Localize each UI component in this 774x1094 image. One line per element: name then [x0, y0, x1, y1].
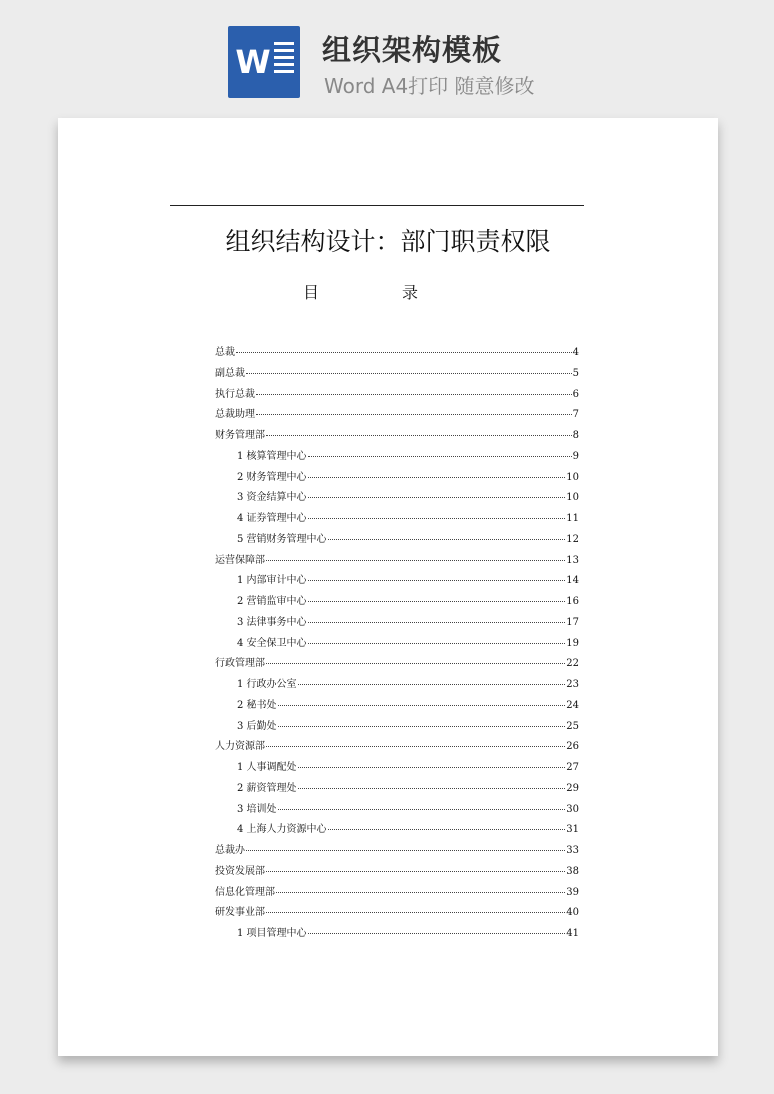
toc-entry-page: 39	[566, 886, 579, 898]
word-icon-letter: W	[235, 43, 271, 81]
toc-entry[interactable]	[215, 737, 579, 758]
toc-leader-dots	[308, 642, 566, 644]
toc-leader-dots	[328, 828, 566, 830]
toc-entry-label: 4 上海人力资源中心	[237, 824, 327, 836]
toc-leader-dots	[256, 393, 572, 395]
toc-leader-dots	[236, 351, 572, 353]
toc-leader-dots	[308, 932, 566, 934]
toc-entry-label: 3 后勤处	[237, 720, 277, 732]
toc-entry[interactable]	[215, 903, 579, 924]
toc-entry-label: 研发事业部	[215, 907, 265, 919]
toc-entry-label: 3 资金结算中心	[237, 492, 307, 504]
toc-entry-label: 行政管理部	[215, 658, 265, 670]
toc-entry-label: 1 内部审计中心	[237, 575, 307, 587]
banner-title: 组织架构模板	[322, 33, 503, 67]
word-icon	[228, 26, 300, 98]
toc-entry-label: 副总裁	[215, 367, 245, 379]
toc-entry[interactable]	[215, 343, 579, 364]
toc-entry[interactable]	[215, 530, 579, 551]
toc-entry-label: 3 培训处	[237, 803, 277, 815]
toc-leader-dots	[308, 600, 566, 602]
toc-entry[interactable]	[215, 551, 579, 572]
toc-entry[interactable]	[215, 364, 579, 385]
toc-leader-dots	[298, 766, 566, 768]
toc-entry[interactable]	[215, 696, 579, 717]
toc-entry-page: 40	[566, 907, 579, 919]
toc-entry[interactable]	[215, 758, 579, 779]
toc-entry-page: 4	[572, 347, 579, 358]
header-rule	[170, 205, 584, 206]
toc-leader-dots	[278, 808, 566, 810]
toc-entry-label: 2 营销监审中心	[237, 596, 307, 607]
toc-entry[interactable]	[215, 800, 579, 821]
toc-entry-page: 25	[566, 720, 579, 732]
toc-entry[interactable]	[215, 675, 579, 696]
toc-entry-page: 38	[566, 865, 579, 877]
toc-entry-page: 23	[566, 679, 579, 690]
toc-leader-dots	[276, 891, 565, 893]
toc-leader-dots	[298, 787, 566, 789]
toc-leader-dots	[308, 579, 566, 581]
toc-entry-label: 财务管理部	[215, 430, 265, 441]
toc-leader-dots	[256, 413, 572, 415]
toc-entry-page: 11	[566, 513, 579, 524]
toc-entry[interactable]	[215, 717, 579, 738]
toc-leader-dots	[308, 455, 572, 457]
toc-entry-page: 10	[566, 471, 579, 483]
document-title: 组织结构设计：部门职责权限	[225, 227, 551, 256]
toc-entry-page: 17	[566, 616, 579, 628]
toc-entry-page: 31	[566, 824, 579, 836]
toc-leader-dots	[266, 911, 565, 913]
toc-leader-dots	[328, 538, 566, 540]
word-icon-lines	[274, 42, 294, 82]
toc-entry-label: 4 证券管理中心	[237, 513, 307, 524]
banner-subtitle: Word A4打印 随意修改	[324, 74, 535, 98]
toc-entry-label: 1 核算管理中心	[237, 450, 307, 462]
toc-entry-label: 5 营销财务管理中心	[237, 533, 327, 545]
toc-entry-page: 30	[566, 803, 579, 815]
toc-entry[interactable]	[215, 488, 579, 509]
toc-entry[interactable]	[215, 654, 579, 675]
toc-leader-dots	[278, 725, 566, 727]
toc-entry-page: 16	[566, 596, 579, 607]
toc-leader-dots	[266, 745, 565, 747]
toc-entry-page: 41	[566, 928, 579, 939]
toc-entry-label: 投资发展部	[215, 865, 265, 877]
toc-entry-label: 运营保障部	[215, 554, 265, 566]
toc-leader-dots	[266, 662, 565, 664]
toc-entry[interactable]	[215, 405, 579, 426]
toc-entry-label: 4 安全保卫中心	[237, 637, 307, 649]
toc-entry-label: 2 财务管理中心	[237, 471, 307, 483]
toc-entry[interactable]	[215, 426, 579, 447]
toc-entry-label: 3 法律事务中心	[237, 616, 307, 628]
toc-leader-dots	[308, 496, 566, 498]
toc-entry-page: 26	[566, 741, 579, 753]
toc-entry-label: 2 薪资管理处	[237, 782, 297, 794]
toc-entry-page: 22	[566, 658, 579, 670]
toc-entry-page: 14	[566, 575, 579, 587]
toc-leader-dots	[266, 434, 572, 436]
toc-entry-label: 1 行政办公室	[237, 679, 297, 690]
toc-entry[interactable]	[215, 779, 579, 800]
toc-entry-label: 1 人事调配处	[237, 762, 297, 773]
toc-heading-left: 目	[303, 283, 320, 302]
toc-entry-page: 6	[572, 388, 579, 400]
toc-entry-page: 24	[566, 699, 579, 711]
toc-entry[interactable]	[215, 613, 579, 634]
toc-entry[interactable]	[215, 592, 579, 613]
toc-entry-page: 12	[566, 533, 579, 545]
toc-entry-page: 9	[572, 450, 579, 462]
toc-entry[interactable]	[215, 820, 579, 841]
toc-entry[interactable]	[215, 468, 579, 489]
toc-entry[interactable]	[215, 634, 579, 655]
toc-entry[interactable]	[215, 862, 579, 883]
toc-entry-page: 29	[566, 782, 579, 794]
toc-entry-label: 信息化管理部	[215, 886, 275, 898]
toc-leader-dots	[266, 559, 565, 561]
banner	[0, 0, 774, 110]
toc-entry[interactable]	[215, 509, 579, 530]
toc-entry-label: 2 秘书处	[237, 699, 277, 711]
toc-entry[interactable]	[215, 924, 579, 945]
toc-entry-page: 33	[566, 845, 579, 856]
toc-leader-dots	[266, 870, 565, 872]
toc-entry-page: 5	[572, 367, 579, 379]
toc-heading-right: 录	[402, 283, 419, 302]
toc-entry-page: 8	[572, 430, 579, 441]
toc-entry[interactable]	[215, 447, 579, 468]
toc-leader-dots	[308, 476, 566, 478]
toc-leader-dots	[308, 517, 566, 519]
toc-entry-label: 1 项目管理中心	[237, 928, 307, 939]
toc-leader-dots	[298, 683, 566, 685]
toc-entry[interactable]	[215, 571, 579, 592]
toc-leader-dots	[278, 704, 566, 706]
toc-leader-dots	[246, 372, 572, 374]
toc-entry-label: 总裁助理	[215, 409, 255, 421]
toc-entry[interactable]	[215, 385, 579, 406]
toc-entry-label: 人力资源部	[215, 741, 265, 753]
toc-entry-page: 27	[566, 762, 579, 773]
toc-entry-label: 执行总裁	[215, 388, 255, 400]
toc-entry-label: 总裁办	[215, 845, 245, 856]
toc-leader-dots	[308, 621, 566, 623]
table-of-contents	[215, 343, 579, 945]
toc-entry-label: 总裁	[215, 347, 235, 358]
toc-entry-page: 13	[566, 554, 579, 566]
toc-entry[interactable]	[215, 883, 579, 904]
toc-entry-page: 10	[566, 492, 579, 504]
toc-entry-page: 19	[566, 637, 579, 649]
toc-leader-dots	[246, 849, 565, 851]
toc-entry[interactable]	[215, 841, 579, 862]
document-page	[58, 118, 718, 1056]
toc-entry-page: 7	[572, 409, 579, 421]
